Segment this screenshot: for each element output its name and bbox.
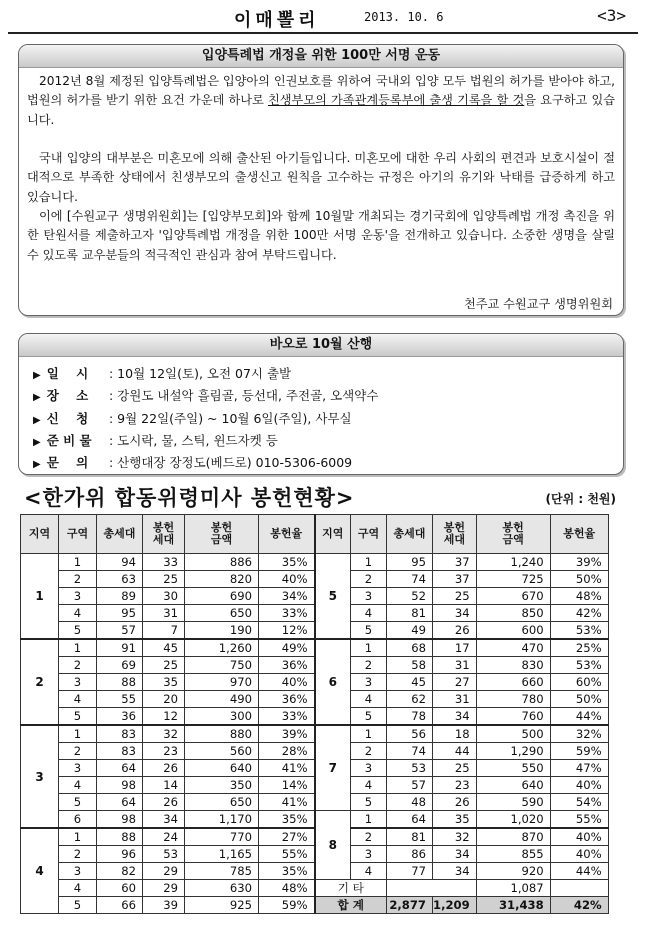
hiking-box <box>18 333 624 475</box>
table-cell: 25 <box>433 588 477 605</box>
table-row <box>21 743 609 760</box>
table-cell: 39% <box>259 725 315 743</box>
table-cell: 49% <box>259 639 315 657</box>
hiking-row-value: : 산행대장 장정도(베드로) 010-5306-6009 <box>109 455 353 471</box>
hiking-row <box>33 453 378 475</box>
table-cell: 50% <box>550 571 608 588</box>
hiking-row-value: : 9월 22일(주일) ~ 10월 6일(주일), 사무실 <box>109 410 352 426</box>
table-cell: 2 <box>351 828 387 846</box>
table-cell: 34 <box>433 863 477 880</box>
table-cell: 64 <box>387 811 433 829</box>
table-cell: 26 <box>433 622 477 640</box>
table-cell: 77 <box>387 863 433 880</box>
table-cell: 5 <box>351 794 387 811</box>
table-cell: 33 <box>143 554 185 571</box>
table-cell: 74 <box>387 743 433 760</box>
region-cell: 7 <box>315 725 351 811</box>
table-cell: 32 <box>143 725 185 743</box>
table-cell: 780 <box>476 691 550 708</box>
table-cell: 57 <box>97 622 143 640</box>
table-cell: 25 <box>143 571 185 588</box>
table-cell: 74 <box>387 571 433 588</box>
table-cell: 34 <box>433 708 477 726</box>
table-cell: 18 <box>433 725 477 743</box>
hiking-title: 바오로 10월 산행 <box>19 334 623 357</box>
table-row <box>21 622 609 640</box>
table-cell: 41% <box>259 760 315 777</box>
table-cell: 350 <box>185 777 259 794</box>
table-cell: 94 <box>97 554 143 571</box>
table-cell: 760 <box>476 708 550 726</box>
table-header-cell: 구역 <box>351 515 387 554</box>
table-row <box>21 605 609 622</box>
table-cell: 6 <box>59 811 97 829</box>
table-cell <box>387 880 477 897</box>
table-cell: 925 <box>185 897 259 914</box>
table-cell: 35% <box>259 811 315 829</box>
table-cell: 95 <box>97 605 143 622</box>
adoption-petition-box <box>18 44 624 316</box>
table-header-cell: 지역 <box>21 515 59 554</box>
table-cell: 12% <box>259 622 315 640</box>
table-cell: 32% <box>550 725 608 743</box>
table-cell: 54% <box>550 794 608 811</box>
table-cell: 55% <box>550 811 608 829</box>
table-cell: 3 <box>59 863 97 880</box>
table-cell: 660 <box>476 674 550 691</box>
p1-underlined: 친생부모의 가족관계등록부에 출생 기록을 할 것 <box>268 93 525 108</box>
total-households: 2,877 <box>387 897 433 914</box>
table-row <box>21 674 609 691</box>
table-row <box>21 708 609 726</box>
table-header-cell: 지역 <box>315 515 351 554</box>
petition-paragraph-2: 국내 입양의 대부분은 미혼모에 의해 출산된 아기들입니다. 미혼모에 대한 우리 사회의 편견과 보호시설이 절대적으로 부족한 상태에서 친생부모의 출생신고 원칙을 고수하는 규정은 아기의 유기와 낙태를 급증하게 하고 있습니다. <box>27 151 615 204</box>
table-cell: 53 <box>143 846 185 863</box>
table-cell: 14 <box>143 777 185 794</box>
table-cell: 36% <box>259 657 315 674</box>
table-cell: 3 <box>59 588 97 605</box>
table-cell: 35% <box>259 863 315 880</box>
table-cell: 39 <box>143 897 185 914</box>
hiking-row-label: ▶ 문 의 <box>33 455 89 471</box>
table-cell: 52 <box>387 588 433 605</box>
offering-table-wrap <box>20 514 609 914</box>
total-amount: 31,438 <box>476 897 550 914</box>
table-cell: 88 <box>97 828 143 846</box>
table-cell: 53% <box>550 657 608 674</box>
table-cell: 36% <box>259 691 315 708</box>
table-cell: 32 <box>433 828 477 846</box>
table-cell: 29 <box>143 863 185 880</box>
region-cell: 2 <box>21 639 59 725</box>
table-cell: 25 <box>433 760 477 777</box>
table-row <box>21 571 609 588</box>
table-cell: 4 <box>351 777 387 794</box>
region-cell: 1 <box>21 554 59 640</box>
table-cell: 26 <box>143 794 185 811</box>
table-cell: 4 <box>59 605 97 622</box>
table-cell: 600 <box>476 622 550 640</box>
table-cell: 3 <box>351 588 387 605</box>
table-cell: 60% <box>550 674 608 691</box>
table-cell: 53% <box>550 622 608 640</box>
table-cell: 4 <box>351 605 387 622</box>
p1-text-b: 을 요구하고 있습니다. <box>27 93 615 127</box>
table-cell: 44% <box>550 863 608 880</box>
bullet-triangle-icon: ▶ <box>33 414 41 426</box>
table-row <box>21 777 609 794</box>
table-cell: 3 <box>59 674 97 691</box>
table-cell: 5 <box>59 794 97 811</box>
table-cell: 26 <box>433 794 477 811</box>
table-row <box>21 691 609 708</box>
table-cell: 855 <box>476 846 550 863</box>
table-cell: 33% <box>259 605 315 622</box>
table-cell: 55% <box>259 846 315 863</box>
table-cell: 95 <box>387 554 433 571</box>
table-header-cell: 봉헌 금액 <box>476 515 550 554</box>
petition-paragraph-3: 이에 [수원교구 생명위원회]는 [입양부모회]와 함께 10월말 개최되는 경기국회에 입양특례법 개정 촉진을 위한 탄원서를 제출하고자 '입양특례법 개정을 위한 100만 서명 운동'을 전개하고 있습니다. 소중한 생명을 살릴 수 있도록 교우분들의 적극적인 관심과 참여 부탁드립니다. <box>27 209 615 262</box>
newsletter-title: 이매뽈리 <box>234 10 320 31</box>
hiking-row-label: ▶ 일 시 <box>33 366 89 381</box>
table-cell: 78 <box>387 708 433 726</box>
table-cell: 650 <box>185 605 259 622</box>
table-row <box>21 760 609 777</box>
table-header-cell: 구역 <box>59 515 97 554</box>
table-cell: 4 <box>351 691 387 708</box>
region-cell: 3 <box>21 725 59 828</box>
table-cell: 37 <box>433 554 477 571</box>
table-cell: 53 <box>387 760 433 777</box>
table-row <box>21 588 609 605</box>
table-cell: 5 <box>59 897 97 914</box>
hiking-row <box>33 409 378 431</box>
table-cell: 25 <box>143 657 185 674</box>
hiking-details <box>33 364 378 475</box>
table-header-cell: 봉헌 세대 <box>433 515 477 554</box>
table-cell: 23 <box>143 743 185 760</box>
table-cell: 560 <box>185 743 259 760</box>
table-cell: 30 <box>143 588 185 605</box>
table-cell: 34 <box>433 846 477 863</box>
table-cell: 14% <box>259 777 315 794</box>
region-cell: 5 <box>315 554 351 640</box>
table-header-cell: 봉헌율 <box>550 515 608 554</box>
table-cell: 4 <box>351 863 387 880</box>
table-cell: 45 <box>143 639 185 657</box>
table-cell: 50% <box>550 691 608 708</box>
hiking-row-value: : 강원도 내설악 흘림골, 등선대, 주전골, 오색약수 <box>109 388 379 404</box>
bullet-triangle-icon: ▶ <box>33 392 41 404</box>
table-cell: 39% <box>550 554 608 571</box>
table-cell: 35 <box>143 674 185 691</box>
table-cell: 5 <box>351 622 387 640</box>
offering-table <box>20 514 609 914</box>
table-cell: 550 <box>476 760 550 777</box>
table-row <box>21 863 609 880</box>
table-cell: 83 <box>97 725 143 743</box>
table-cell: 89 <box>97 588 143 605</box>
table-cell: 44% <box>550 708 608 726</box>
table-header-cell: 총세대 <box>97 515 143 554</box>
table-cell: 470 <box>476 639 550 657</box>
table-cell: 2 <box>351 657 387 674</box>
total-rate: 42% <box>550 897 608 914</box>
total-label: 합 계 <box>315 897 387 914</box>
petition-paragraph-1 <box>27 72 615 130</box>
table-cell: 725 <box>476 571 550 588</box>
table-cell: 49 <box>387 622 433 640</box>
table-cell: 25% <box>550 639 608 657</box>
table-cell: 4 <box>59 880 97 897</box>
p1-text-a: 2012년 8월 제정된 입양특례법은 입양아의 인권보호를 위하여 국내외 입양 모두 법원의 허가를 받아야 하고, 법원의 허가를 받기 위한 요건 가운데 하나로 <box>27 74 615 108</box>
table-cell: 88 <box>97 674 143 691</box>
total-offering: 1,209 <box>433 897 477 914</box>
table-cell: 31 <box>433 657 477 674</box>
table-row <box>21 846 609 863</box>
table-cell: 59% <box>550 743 608 760</box>
table-cell: 26 <box>143 760 185 777</box>
table-cell: 4 <box>59 777 97 794</box>
table-cell: 57 <box>387 777 433 794</box>
petition-signature: 천주교 수원교구 생명위원회 <box>463 297 613 311</box>
table-cell: 850 <box>476 605 550 622</box>
table-cell: 670 <box>476 588 550 605</box>
table-cell: 48% <box>550 588 608 605</box>
table-cell: 5 <box>59 708 97 726</box>
table-cell: 650 <box>185 794 259 811</box>
table-cell: 42% <box>550 605 608 622</box>
table-cell: 48% <box>259 880 315 897</box>
table-cell: 60 <box>97 880 143 897</box>
table-cell: 870 <box>476 828 550 846</box>
hiking-row-value: : 10월 12일(토), 오전 07시 출발 <box>109 366 292 381</box>
page-header <box>8 6 638 34</box>
table-cell: 886 <box>185 554 259 571</box>
table-cell: 1,290 <box>476 743 550 760</box>
table-cell: 2 <box>59 846 97 863</box>
table-cell: 785 <box>185 863 259 880</box>
table-cell: 2 <box>59 571 97 588</box>
region-cell: 8 <box>315 811 351 880</box>
table-cell: 36 <box>97 708 143 726</box>
table-cell: 1 <box>351 725 387 743</box>
table-cell: 24 <box>143 828 185 846</box>
table-cell: 47% <box>550 760 608 777</box>
table-cell: 640 <box>476 777 550 794</box>
table-cell: 500 <box>476 725 550 743</box>
table-cell: 96 <box>97 846 143 863</box>
table-cell: 20 <box>143 691 185 708</box>
table-cell: 630 <box>185 880 259 897</box>
table-cell: 880 <box>185 725 259 743</box>
table-cell: 3 <box>351 674 387 691</box>
table-cell: 920 <box>476 863 550 880</box>
region-cell: 4 <box>21 828 59 914</box>
table-cell: 830 <box>476 657 550 674</box>
table-cell: 1 <box>59 725 97 743</box>
table-cell: 66 <box>97 897 143 914</box>
table-cell: 690 <box>185 588 259 605</box>
table-cell: 2 <box>351 571 387 588</box>
table-row <box>21 639 609 657</box>
table-cell: 590 <box>476 794 550 811</box>
etc-amount: 1,087 <box>476 880 550 897</box>
table-cell: 59% <box>259 897 315 914</box>
table-cell: 86 <box>387 846 433 863</box>
table-cell: 69 <box>97 657 143 674</box>
table-cell: 1 <box>351 639 387 657</box>
table-row <box>21 657 609 674</box>
table-cell: 98 <box>97 811 143 829</box>
table-cell: 35% <box>259 554 315 571</box>
offering-table-title: <한가위 합동위령미사 봉헌현황> <box>24 486 355 510</box>
table-cell: 98 <box>97 777 143 794</box>
table-cell: 4 <box>59 691 97 708</box>
table-row <box>21 554 609 571</box>
table-row <box>21 725 609 743</box>
table-cell: 31 <box>433 691 477 708</box>
table-cell: 3 <box>59 760 97 777</box>
bullet-triangle-icon: ▶ <box>33 459 41 471</box>
table-header-cell: 총세대 <box>387 515 433 554</box>
table-cell: 12 <box>143 708 185 726</box>
table-cell: 3 <box>351 846 387 863</box>
table-cell: 1 <box>59 639 97 657</box>
table-cell: 1 <box>59 828 97 846</box>
table-cell: 970 <box>185 674 259 691</box>
table-row <box>21 828 609 846</box>
table-cell: 34% <box>259 588 315 605</box>
table-cell: 56 <box>387 725 433 743</box>
table-cell: 640 <box>185 760 259 777</box>
table-cell: 40% <box>259 674 315 691</box>
table-cell: 1,020 <box>476 811 550 829</box>
table-cell: 63 <box>97 571 143 588</box>
table-cell: 1 <box>351 554 387 571</box>
table-row <box>21 897 609 914</box>
table-cell: 41% <box>259 794 315 811</box>
table-cell: 82 <box>97 863 143 880</box>
table-cell: 34 <box>433 605 477 622</box>
table-header-cell: 봉헌 금액 <box>185 515 259 554</box>
table-cell: 1,165 <box>185 846 259 863</box>
table-cell: 64 <box>97 794 143 811</box>
table-cell: 1,260 <box>185 639 259 657</box>
table-cell: 28% <box>259 743 315 760</box>
table-header-cell: 봉헌율 <box>259 515 315 554</box>
region-cell: 6 <box>315 639 351 725</box>
table-cell: 40% <box>550 828 608 846</box>
table-cell: 35 <box>433 811 477 829</box>
table-cell: 2 <box>351 743 387 760</box>
table-cell: 64 <box>97 760 143 777</box>
table-cell: 1 <box>59 554 97 571</box>
hiking-row <box>33 431 378 453</box>
hiking-row <box>33 386 378 408</box>
table-cell: 2 <box>59 743 97 760</box>
table-cell: 40% <box>550 777 608 794</box>
hiking-row <box>33 364 378 386</box>
table-row <box>21 811 609 829</box>
table-cell: 37 <box>433 571 477 588</box>
adoption-petition-title: 입양특례법 개정을 위한 100만 서명 운동 <box>19 45 623 68</box>
hiking-row-value: : 도시락, 물, 스틱, 윈드자켓 등 <box>109 432 278 448</box>
table-cell: 750 <box>185 657 259 674</box>
table-cell: 300 <box>185 708 259 726</box>
table-cell: 62 <box>387 691 433 708</box>
table-cell: 40% <box>550 846 608 863</box>
table-cell: 33% <box>259 708 315 726</box>
table-cell: 3 <box>351 760 387 777</box>
table-cell: 1,170 <box>185 811 259 829</box>
hiking-row-label: ▶ 장 소 <box>33 388 89 404</box>
table-cell: 45 <box>387 674 433 691</box>
table-cell: 58 <box>387 657 433 674</box>
table-cell: 27 <box>433 674 477 691</box>
unit-label: (단위 : 천원) <box>545 492 616 506</box>
table-row <box>21 880 609 897</box>
table-cell: 34 <box>143 811 185 829</box>
table-cell: 27% <box>259 828 315 846</box>
table-cell <box>550 880 608 897</box>
bullet-triangle-icon: ▶ <box>33 436 41 448</box>
table-cell: 7 <box>143 622 185 640</box>
table-cell: 91 <box>97 639 143 657</box>
table-cell: 44 <box>433 743 477 760</box>
hiking-row-label: ▶ 신 청 <box>33 410 89 426</box>
table-cell: 68 <box>387 639 433 657</box>
issue-date: 2013. 10. 6 <box>364 10 444 24</box>
table-row <box>21 794 609 811</box>
table-cell: 5 <box>59 622 97 640</box>
table-cell: 83 <box>97 743 143 760</box>
hiking-row-label: ▶ 준 비 물 <box>33 432 92 448</box>
table-cell: 31 <box>143 605 185 622</box>
table-cell: 1,240 <box>476 554 550 571</box>
table-cell: 17 <box>433 639 477 657</box>
table-cell: 81 <box>387 605 433 622</box>
table-cell: 48 <box>387 794 433 811</box>
bullet-triangle-icon: ▶ <box>33 370 41 381</box>
table-cell: 770 <box>185 828 259 846</box>
table-cell: 190 <box>185 622 259 640</box>
table-cell: 2 <box>59 657 97 674</box>
table-cell: 820 <box>185 571 259 588</box>
table-cell: 81 <box>387 828 433 846</box>
table-header-cell: 봉헌 세대 <box>143 515 185 554</box>
table-cell: 1 <box>351 811 387 829</box>
table-cell: 40% <box>259 571 315 588</box>
table-cell: 29 <box>143 880 185 897</box>
table-cell: 55 <box>97 691 143 708</box>
table-cell: 23 <box>433 777 477 794</box>
page-number: <3> <box>597 6 626 25</box>
table-cell: 5 <box>351 708 387 726</box>
etc-label: 기 타 <box>315 880 387 897</box>
table-cell: 490 <box>185 691 259 708</box>
